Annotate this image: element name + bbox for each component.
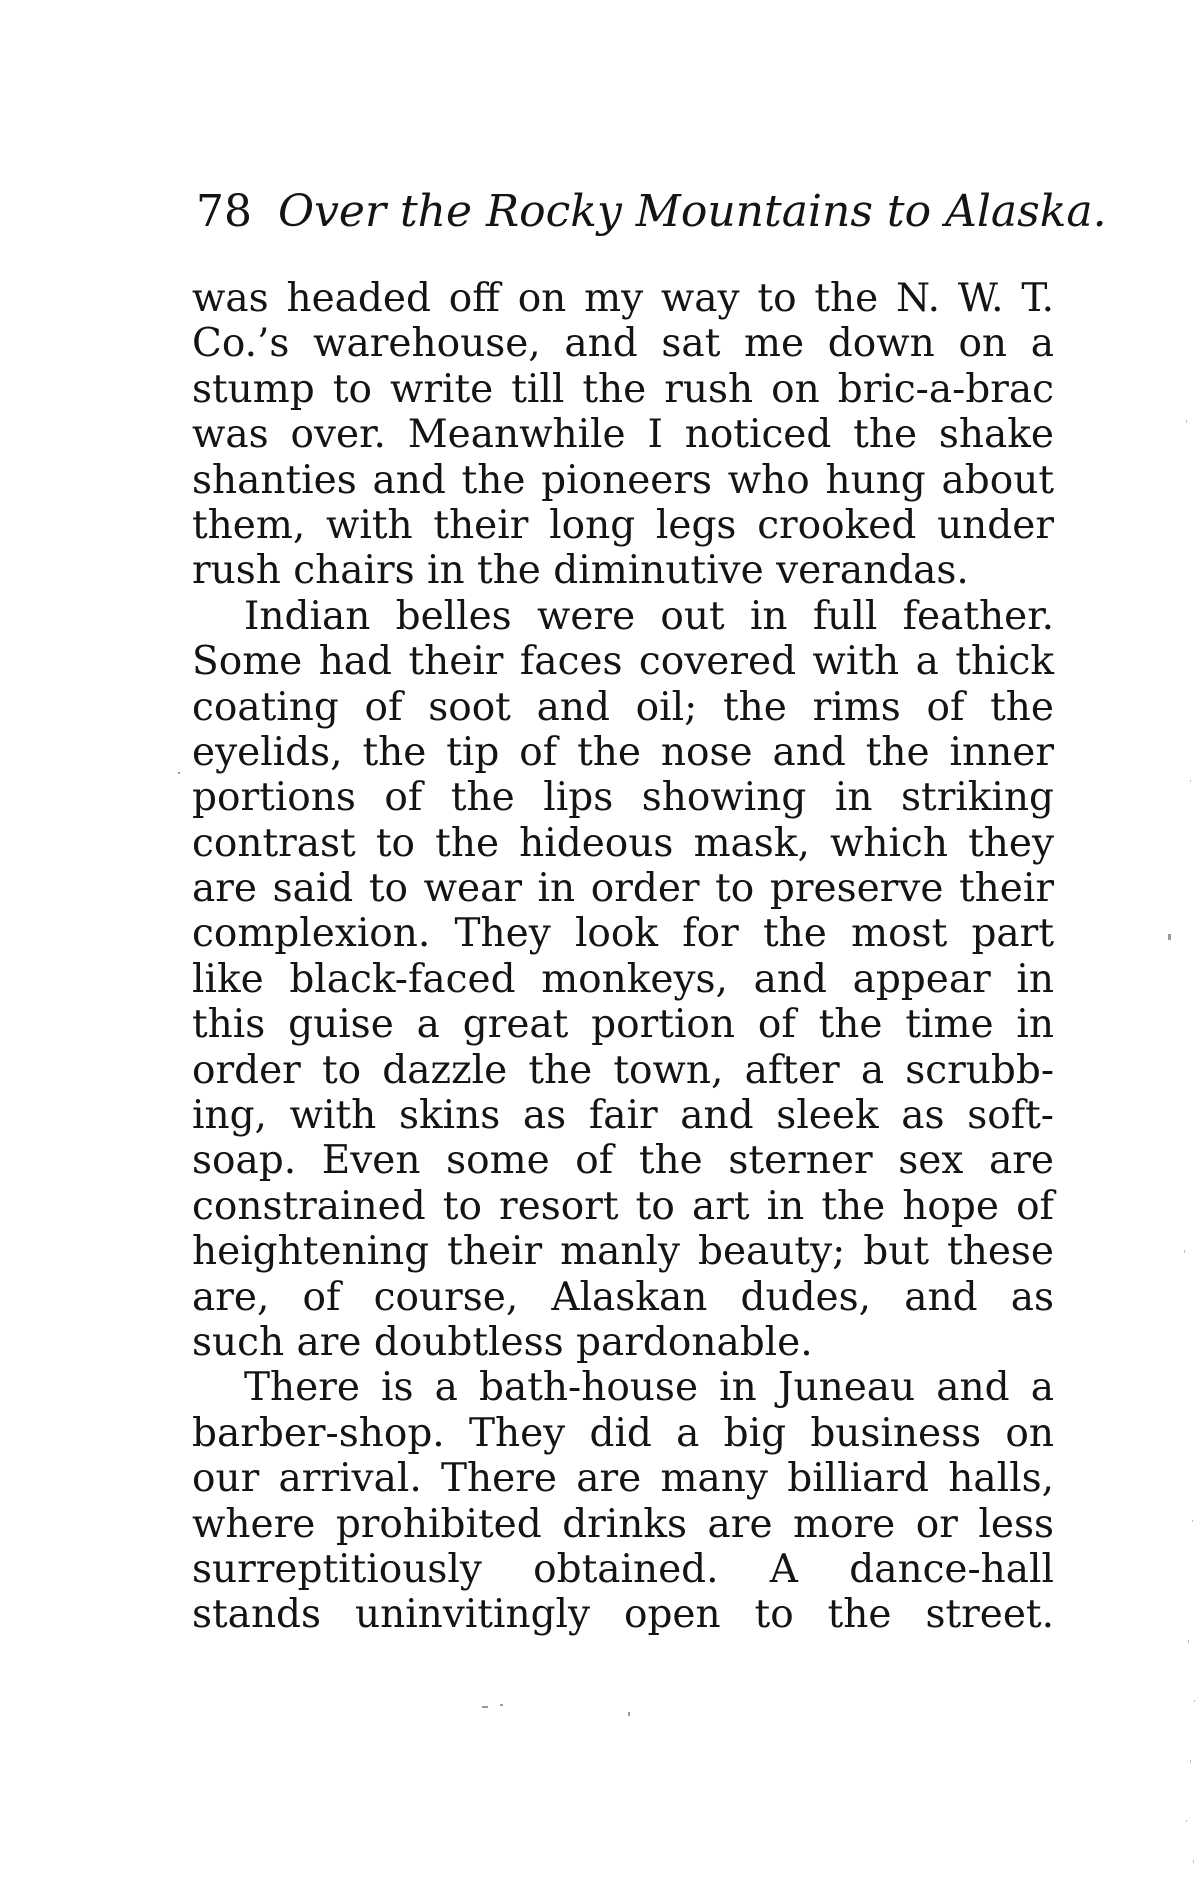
scan-speck (500, 1704, 503, 1706)
running-title: Over the Rocky Mountains to Alaska. (278, 186, 1107, 237)
text-line: Co.’s warehouse, and sat me down on a (192, 321, 1054, 367)
text-line: surreptitiously obtained. A dance-hall (192, 1546, 1054, 1592)
text-line: Indian belles were out in full feather. (244, 593, 1054, 639)
scan-edge-noise (1160, 0, 1200, 1900)
paragraph-3 (192, 1365, 1054, 1637)
paragraph-2 (192, 594, 1054, 1366)
text-line: contrast to the hideous mask, which they (192, 820, 1054, 866)
text-line: stands uninvitingly open to the street. (192, 1592, 1054, 1638)
text-line: are said to wear in order to preserve their (192, 866, 1054, 912)
scan-speck (482, 1706, 488, 1708)
scan-speck (628, 1712, 630, 1716)
text-line: eyelids, the tip of the nose and the inner (192, 729, 1054, 775)
paragraph-1 (192, 276, 1054, 594)
text-line: barber-shop. They did a big business on (192, 1410, 1054, 1456)
text-line: Some had their faces covered with a thick (192, 639, 1054, 685)
text-line: our arrival. There are many billiard halls, (192, 1456, 1054, 1502)
text-line: was over. Meanwhile I noticed the shake (192, 412, 1054, 458)
text-line: ing, with skins as fair and sleek as soft- (192, 1093, 1054, 1139)
text-line: complexion. They look for the most part (192, 911, 1054, 957)
text-line: soap. Even some of the sterner sex are (192, 1138, 1054, 1184)
text-line: this guise a great portion of the time in (192, 1002, 1054, 1048)
text-line: stump to write till the rush on bric-a-brac (192, 366, 1054, 412)
text-line: portions of the lips showing in striking (192, 775, 1054, 821)
text-line: coating of soot and oil; the rims of the (192, 684, 1054, 730)
text-line: rush chairs in the diminutive verandas. (192, 548, 969, 594)
text-line: order to dazzle the town, after a scrubb- (192, 1047, 1054, 1093)
text-line: where prohibited drinks are more or less (192, 1501, 1054, 1547)
body-text (192, 276, 1054, 1638)
text-line: There is a bath-house in Juneau and a (244, 1365, 1054, 1411)
page-number: 78 (196, 186, 252, 237)
running-head (196, 184, 1107, 240)
text-line: shanties and the pioneers who hung about (192, 457, 1054, 503)
text-line: them, with their long legs crooked under (192, 502, 1054, 548)
text-line: are, of course, Alaskan dudes, and as (192, 1274, 1054, 1320)
text-line: such are doubtless pardonable. (192, 1319, 813, 1365)
text-line: constrained to resort to art in the hope of (192, 1183, 1054, 1229)
text-line: like black-faced monkeys, and appear in (192, 956, 1054, 1002)
scan-speck (178, 772, 180, 774)
text-line: was headed off on my way to the N. W. T. (192, 276, 1054, 321)
text-line: heightening their manly beauty; but these (192, 1229, 1054, 1275)
